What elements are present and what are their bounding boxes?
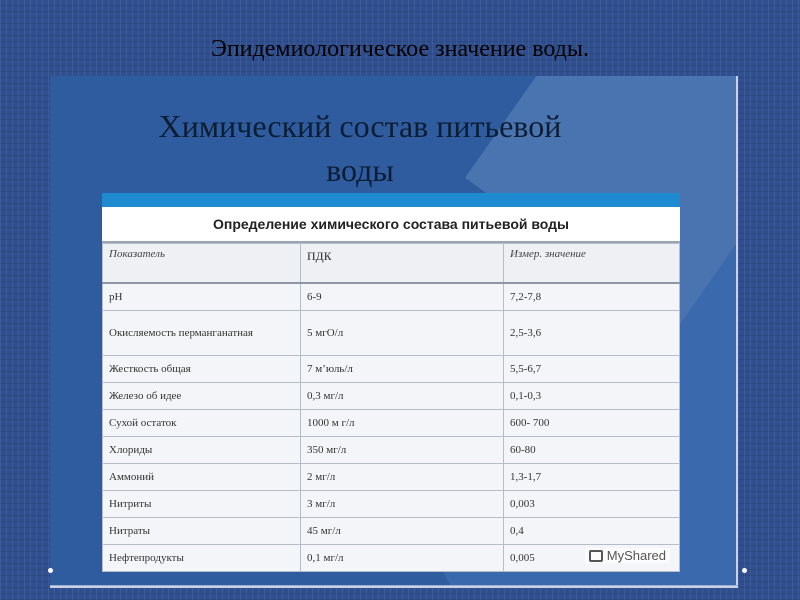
bullet-dot-left: [48, 568, 53, 573]
value-cell: 600- 700: [504, 410, 680, 437]
chemical-composition-table-card: [102, 193, 680, 571]
pdk-cell: 2 мг/л: [301, 464, 504, 491]
indicator-cell: Окисляемость перманганатная: [103, 311, 301, 356]
value-cell: 2,5-3,6: [504, 311, 680, 356]
indicator-cell: Нитраты: [103, 518, 301, 545]
slide-title-line-2: воды: [326, 152, 394, 188]
table-row: [103, 518, 680, 545]
indicator-cell: pH: [103, 283, 301, 311]
value-cell: 5,5-6,7: [504, 356, 680, 383]
indicator-cell: Нитриты: [103, 491, 301, 518]
table-row: [103, 491, 680, 518]
table-row: [103, 311, 680, 356]
pdk-cell: 45 мг/л: [301, 518, 504, 545]
pdk-cell: 0,1 мг/л: [301, 545, 504, 572]
value-cell: 0,005: [504, 545, 680, 572]
pdk-cell: 6-9: [301, 283, 504, 311]
table-row: [103, 283, 680, 311]
bottom-divider: [50, 585, 738, 586]
chemical-composition-table: [102, 243, 680, 572]
bullet-dot-right: [742, 568, 747, 573]
watermark-text: MyShared: [606, 548, 666, 563]
pdk-cell: 7 мʼюль/л: [301, 356, 504, 383]
table-header-row: [103, 244, 680, 284]
table-row: [103, 437, 680, 464]
pdk-cell: 5 мгО/л: [301, 311, 504, 356]
slide-title: [50, 104, 670, 192]
indicator-cell: Железо об идее: [103, 383, 301, 410]
pdk-cell: 1000 м г/л: [301, 410, 504, 437]
pdk-cell: 350 мг/л: [301, 437, 504, 464]
slide-panel: [50, 76, 738, 588]
value-cell: 7,2-7,8: [504, 283, 680, 311]
myshared-logo-icon: [589, 550, 603, 562]
table-row: [103, 383, 680, 410]
value-cell: 60-80: [504, 437, 680, 464]
column-header-pdk: пдк: [301, 244, 504, 284]
value-cell: 0,4: [504, 518, 680, 545]
column-header-indicator: Показатель: [103, 244, 301, 284]
indicator-cell: Жесткость общая: [103, 356, 301, 383]
table-row: [103, 464, 680, 491]
value-cell: 0,1-0,3: [504, 383, 680, 410]
page-header-title: Эпидемиологическое значение воды.: [210, 36, 590, 62]
column-header-measured-value: Измер. значение: [504, 244, 680, 284]
indicator-cell: Аммоний: [103, 464, 301, 491]
indicator-cell: Хлориды: [103, 437, 301, 464]
pdk-cell: 0,3 мг/л: [301, 383, 504, 410]
table-caption: Определение химического состава питьевой воды: [102, 207, 680, 243]
pdk-cell: 3 мг/л: [301, 491, 504, 518]
table-row: [103, 410, 680, 437]
slide-title-line-1: Химический состав питьевой: [158, 108, 562, 144]
myshared-watermark: [585, 548, 670, 563]
indicator-cell: Нефтепродукты: [103, 545, 301, 572]
value-cell: 1,3-1,7: [504, 464, 680, 491]
value-cell: 0,003: [504, 491, 680, 518]
indicator-cell: Сухой остаток: [103, 410, 301, 437]
table-row: [103, 356, 680, 383]
